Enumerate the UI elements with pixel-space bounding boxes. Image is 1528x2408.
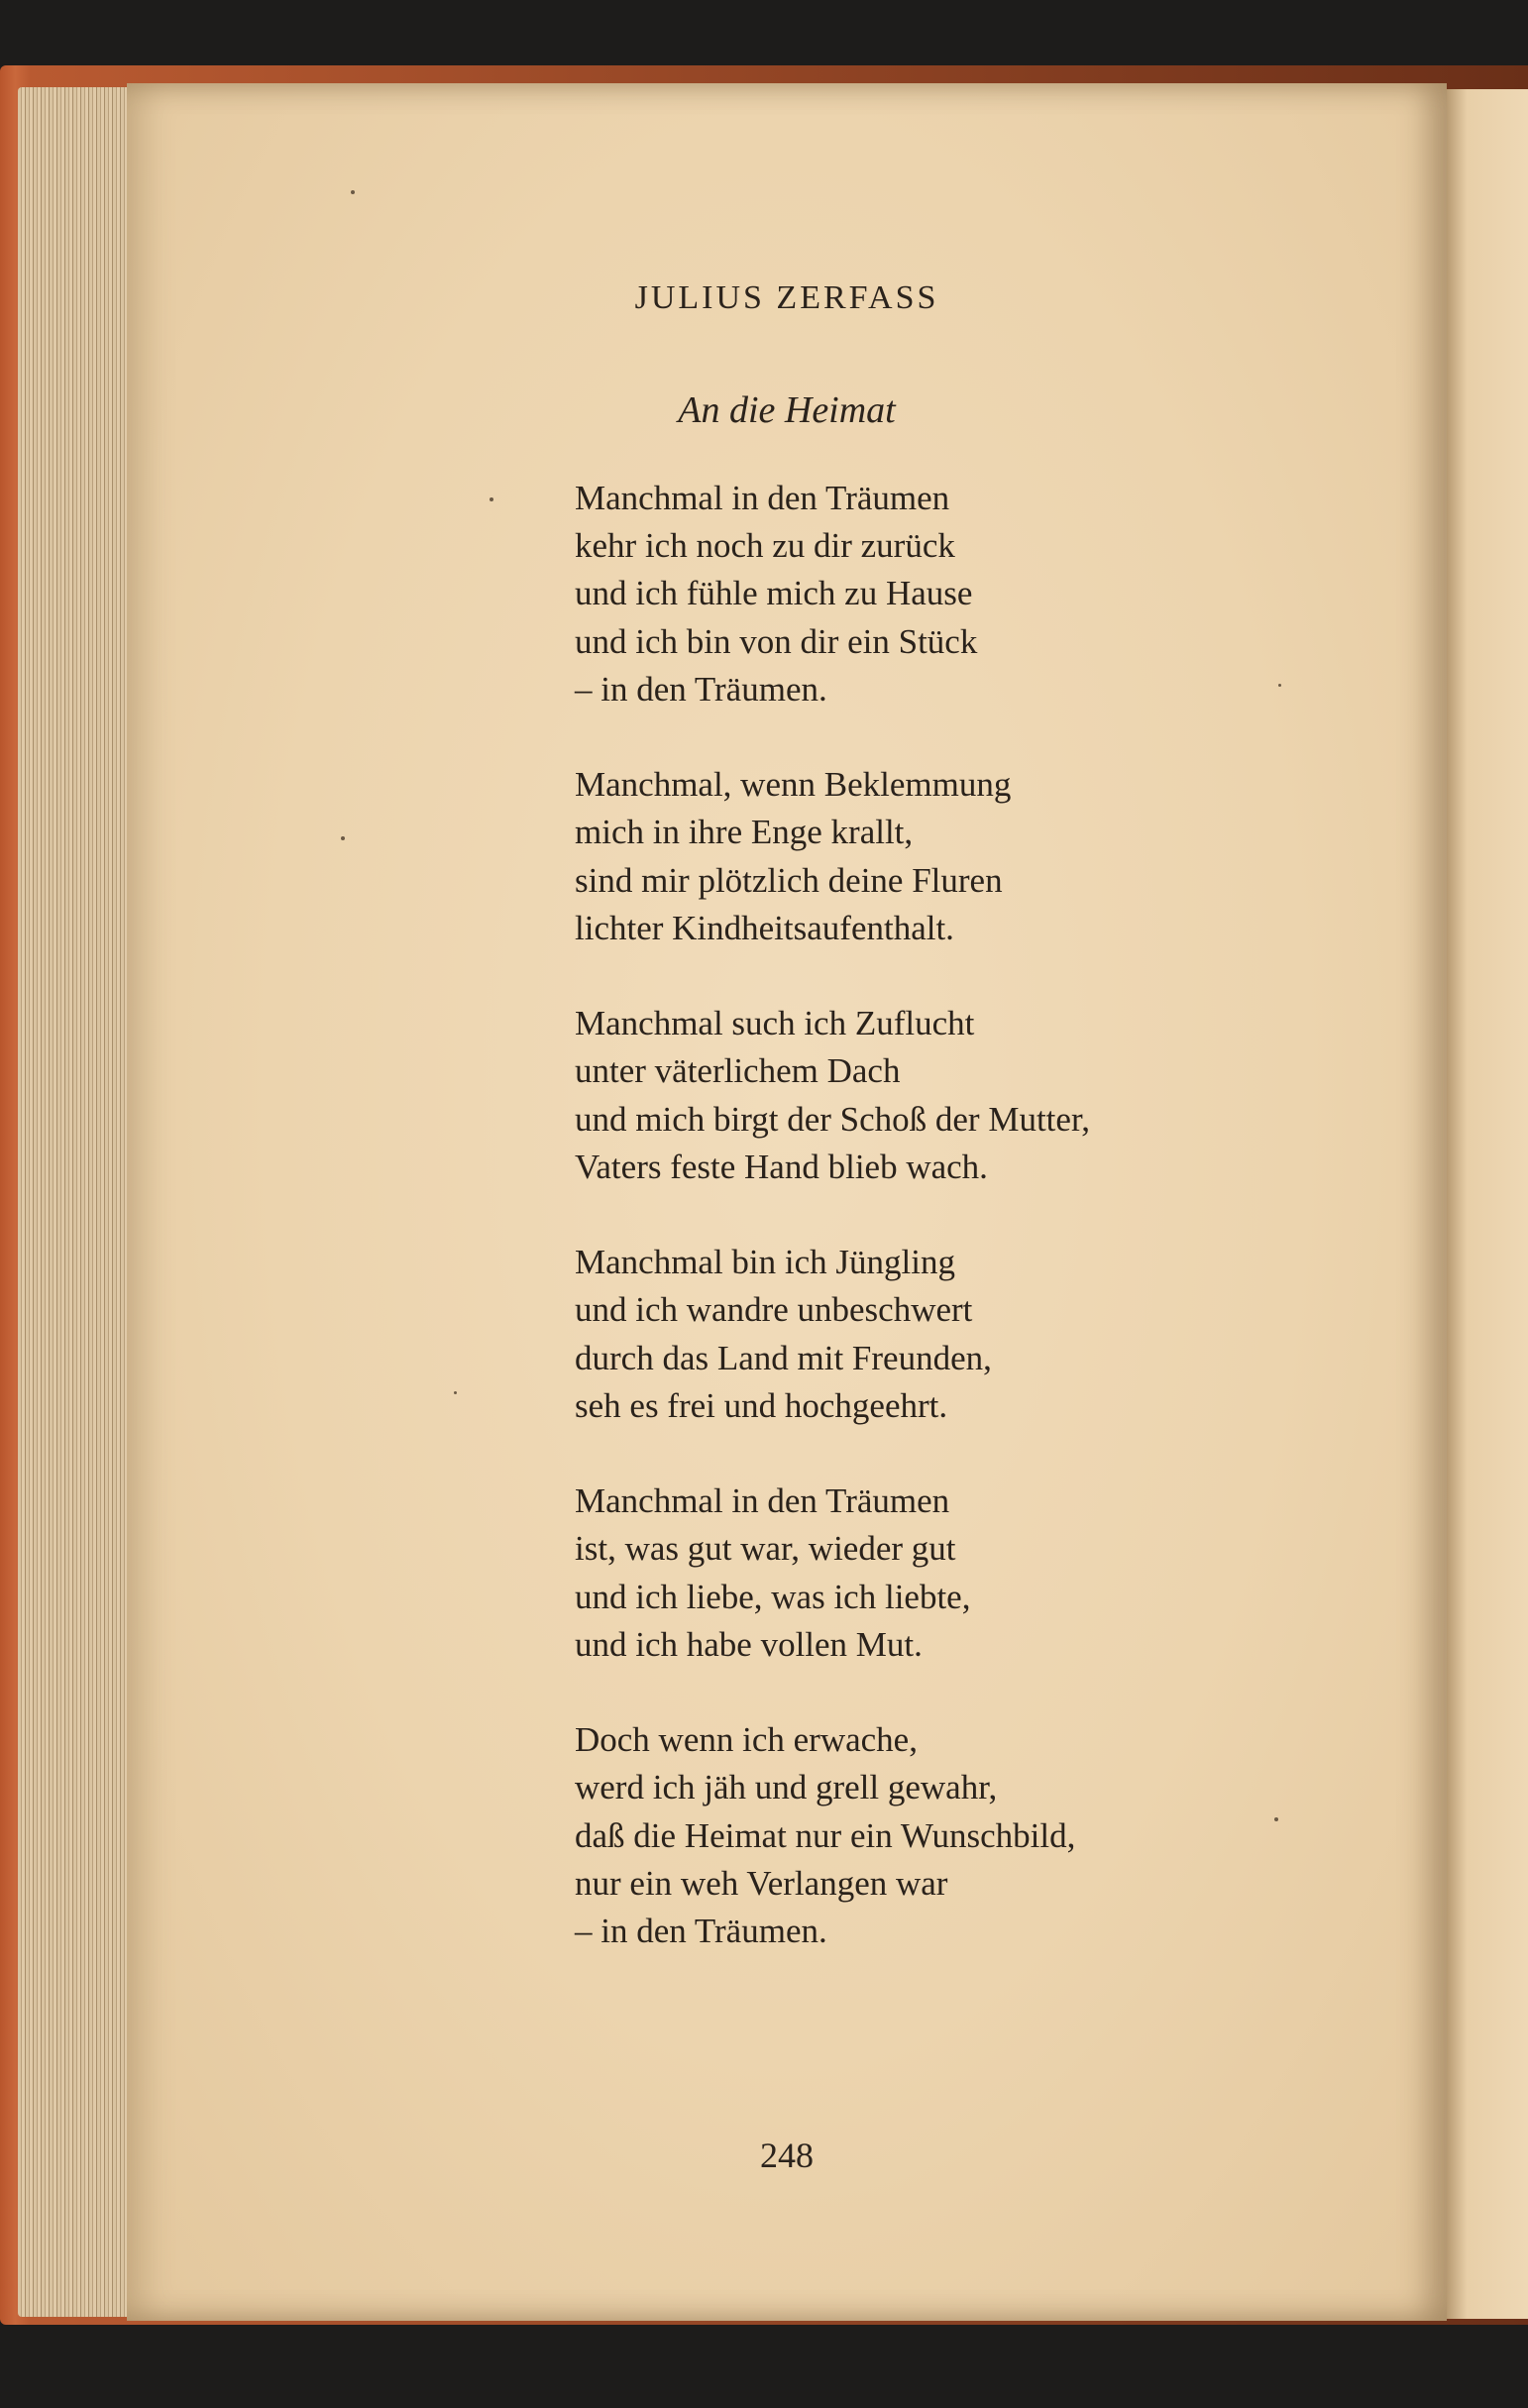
verse-line: unter väterlichem Dach [575,1051,901,1091]
verse-line: durch das Land mit Freunden, [575,1338,992,1377]
verse-line: Vaters feste Hand blieb wach. [575,1147,988,1186]
paper-speck [1274,1817,1278,1821]
verse-line: und ich wandre unbeschwert [575,1290,973,1330]
verse-line: sind mir plötzlich deine Fluren [575,860,1003,900]
verse-line: und ich bin von dir ein Stück [575,621,978,661]
verse-line: Manchmal, wenn Beklemmung [575,765,1012,805]
stanza-2 [575,761,1367,952]
verse-line: seh es frei und hochgeehrt. [575,1385,948,1425]
book-page [127,83,1447,2321]
verse-line: Manchmal such ich Zuflucht [575,1004,975,1043]
paper-speck [490,497,493,501]
verse-line: lichter Kindheitsaufenthalt. [575,908,954,947]
stanza-6 [575,1716,1367,1955]
verse-line: daß die Heimat nur ein Wunschbild, [575,1815,1076,1855]
verse-line: ist, was gut war, wieder gut [575,1529,956,1569]
author-heading: JULIUS ZERFASS [634,279,939,316]
paper-speck [351,190,355,194]
stanza-4 [575,1239,1367,1430]
paper-speck [454,1391,457,1394]
verse-line: Doch wenn ich erwache, [575,1720,918,1760]
poem-title: An die Heimat [678,389,896,431]
stanza-3 [575,1000,1367,1191]
facing-page-edge [1447,89,1528,2319]
verse-line: Manchmal in den Träumen [575,479,950,517]
stanza-5 [575,1478,1367,1669]
paper-speck [341,836,345,840]
verse-line: werd ich jäh und grell gewahr, [575,1768,998,1807]
verse-line: nur ein weh Verlangen war [575,1863,948,1903]
verse-line: – in den Träumen. [575,1912,827,1951]
verse-line: – in den Träumen. [575,669,827,709]
stanza-1 [575,475,1367,713]
page-number: 248 [760,2135,814,2175]
page-edges [18,87,137,2317]
verse-line: mich in ihre Enge krallt, [575,813,914,852]
poem-body [575,475,1367,2003]
verse-line: kehr ich noch zu dir zurück [575,526,955,566]
verse-line: und ich fühle mich zu Hause [575,574,973,613]
verse-line: Manchmal bin ich Jüngling [575,1243,955,1282]
verse-line: und mich birgt der Schoß der Mutter, [575,1099,1090,1139]
verse-line: und ich liebe, was ich liebte, [575,1577,971,1616]
verse-line: Manchmal in den Träumen [575,1481,950,1521]
paper-speck [1278,684,1281,687]
verse-line: und ich habe vollen Mut. [575,1624,923,1664]
